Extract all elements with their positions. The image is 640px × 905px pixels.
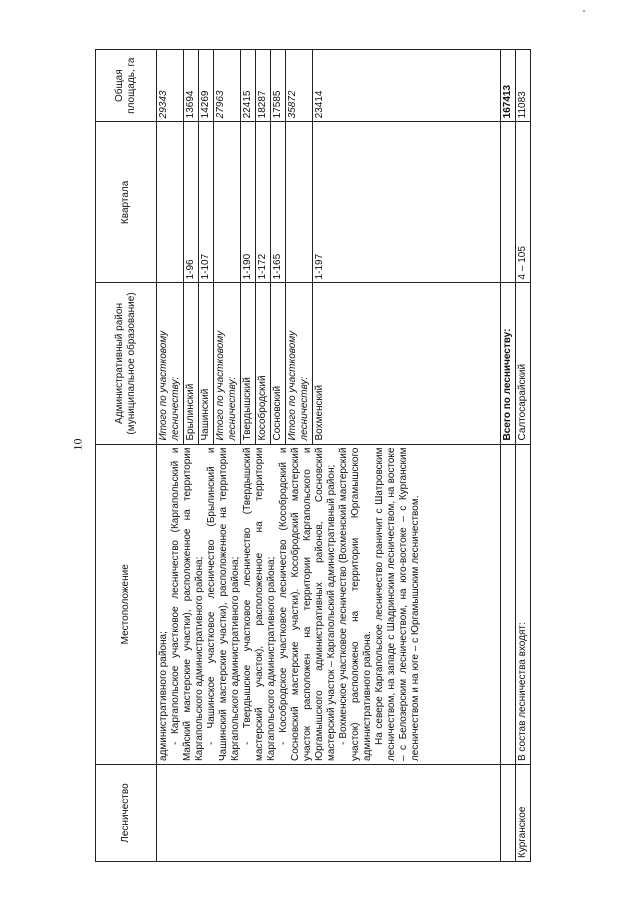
area-cell: 18287: [256, 50, 271, 122]
area-cell: 27963: [214, 50, 241, 122]
area-cell: 23414: [313, 50, 501, 122]
district-cell: Салтосарайский: [516, 283, 531, 444]
district-cell: Итого по участковому лесничеству:: [157, 283, 184, 444]
district-cell: Чашинский: [199, 283, 214, 444]
page-number: 10: [70, 438, 85, 451]
location-line: - Чашинское участковое лесничество (Брылинский и Чашинский мастерские участки), расположенное на территории Каргапольского административного района;: [206, 447, 241, 762]
district-cell: Сосновский: [271, 283, 286, 444]
area-cell: 11083: [516, 50, 531, 122]
quarters-cell: 1-197: [313, 122, 501, 283]
quarters-cell: 1-96: [184, 122, 199, 283]
total-empty-forestry: [501, 765, 516, 862]
district-cell: Кособродский: [256, 283, 271, 444]
location-line: - Твердышское участковое лесничество (Твердышский мастерский участок), расположенное на территории Каргапольского административного района;: [242, 447, 277, 762]
scan-dot: [583, 10, 585, 12]
header-area: Общая площадь, га: [96, 50, 157, 122]
location-line: На севере Каргапольское лесничество граничит с Шатровским лесничеством, на западе с Шадринским лесничеством, на востоке – с Белозерским лесничеством, на юго-востоке – с Курганским лесничеством и на юге – с Юргамышским лесничеством.: [374, 447, 421, 762]
rotated-table-page: [95, 49, 589, 862]
area-cell: 17585: [271, 50, 286, 122]
location-line: - Вохменское участковое лесничество (Вохменский мастерский участок) расположено на территории Юргамышского административного района.: [338, 447, 373, 762]
header-quarters: Квартала: [96, 122, 157, 283]
area-cell: 29343: [157, 50, 184, 122]
total-row: [501, 50, 516, 862]
forestry-name-kurgan: Курганское: [516, 765, 531, 862]
quarters-cell: [157, 122, 184, 283]
district-cell: Итого по участковому лесничеству:: [286, 283, 313, 444]
forestry-cell-empty: [157, 765, 501, 862]
district-cell: Твердышский: [241, 283, 256, 444]
location-line: - Кособродское участковое лесничество (Кособродский и Сосновский мастерские участки). Кособродский мастерский участок расположен на территории Каргапольского и Юргамышского административных районов, Сосновский мастерский участок – Каргапольский административный район;: [278, 447, 337, 762]
total-area: 167413: [501, 50, 516, 122]
location-description: В состав лесничества входят:: [516, 444, 531, 765]
quarters-cell: 1-107: [199, 122, 214, 283]
area-cell: 14269: [199, 50, 214, 122]
area-cell: 13694: [184, 50, 199, 122]
total-label: Всего по лесничеству:: [501, 283, 516, 444]
location-line: административного района;: [158, 631, 169, 762]
quarters-cell: 1-172: [256, 122, 271, 283]
header-forestry: Лесничество: [96, 765, 157, 862]
quarters-cell: 4 – 105: [516, 122, 531, 283]
table-header-row: [96, 50, 157, 862]
header-district: Административный район (муниципальное образование): [96, 283, 157, 444]
total-empty-location: [501, 444, 516, 765]
forestry-table: [95, 49, 531, 862]
table-row: [516, 50, 531, 862]
quarters-cell: 1-190: [241, 122, 256, 283]
table-row: [157, 50, 184, 862]
total-empty-quarters: [501, 122, 516, 283]
area-cell: 35872: [286, 50, 313, 122]
area-cell: 22415: [241, 50, 256, 122]
location-line: - Каргапольское участковое лесничество (Каргапольский и Майский мастерские участки), расположенное на территории Каргапольского административного района;: [170, 447, 205, 762]
quarters-cell: 1-165: [271, 122, 286, 283]
district-cell: Итого по участковому лесничеству:: [214, 283, 241, 444]
quarters-cell: [214, 122, 241, 283]
header-location: Местоположение: [96, 444, 157, 765]
quarters-cell: [286, 122, 313, 283]
location-description: [157, 444, 501, 765]
district-cell: Вохменский: [313, 283, 501, 444]
district-cell: Брылинский: [184, 283, 199, 444]
